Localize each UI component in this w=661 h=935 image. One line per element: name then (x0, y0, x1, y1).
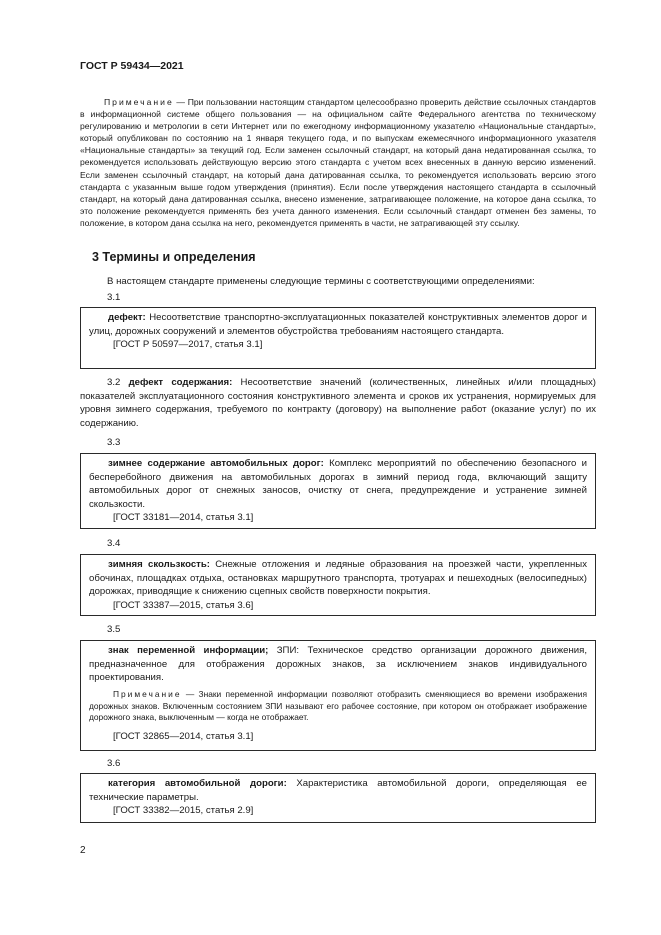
term-source: [ГОСТ 33382—2015, статья 2.9] (113, 805, 254, 817)
section-intro: В настоящем стандарте применены следующие термины с соответствующими определениями: (107, 276, 535, 287)
term-box-3-1 (80, 307, 596, 369)
term-definition: Комплекс мероприятий по обеспечению безопасного и бесперебойного движения на автомобильных дорогах в зимний период года, включающий защиту автомобильных дорог от снежных заносов, очистку от снега, предупреждение и устранение зимней скользкости. (89, 458, 587, 510)
term-definition: Снежные отложения и ледяные образования на проезжей части, укрепленных обочинах, площадках отдыха, остановках маршрутного транспорта, тротуарах и пешеходных (велосипедных) дорожках, приводящие к снижению сцепных свойств поверхности покрытия. (89, 559, 587, 598)
section-title: 3 Термины и определения (92, 250, 256, 264)
term-entry-3-2 (80, 376, 596, 430)
term-number-3-6: 3.6 (107, 758, 121, 769)
term-entry (89, 457, 587, 511)
term-definition: Несоответствие значений (количественных, линейных и/или площадных) показателей эксплуатационного состояния конструктивного элемента и сроков их устранения, нормируемых для уровня зимнего содержания, требуемого по контракту (договору) на выполнение работ (оказание услуг) по их содержанию. (80, 377, 596, 429)
term-definition: Характеристика автомобильной дороги, определяющая ее технические параметры. (89, 778, 587, 803)
term-source: [ГОСТ 33387—2015, статья 3.6] (113, 599, 254, 611)
term-source: [ГОСТ Р 50597—2017, статья 3.1] (113, 339, 263, 351)
reference-note (80, 96, 596, 229)
term-name: дефект: (108, 312, 146, 323)
term-name: знак переменной информации; (108, 645, 269, 656)
term-box-3-5 (80, 640, 596, 751)
page-number: 2 (80, 845, 86, 856)
document-header: ГОСТ Р 59434—2021 (80, 60, 184, 72)
term-entry (89, 558, 587, 599)
term-number-3-3: 3.3 (107, 437, 121, 448)
term-entry (89, 777, 587, 804)
term-name: дефект содержания: (128, 377, 233, 388)
note-label: Примечание (104, 97, 174, 107)
term-name: зимнее содержание автомобильных дорог: (108, 458, 324, 469)
term-box-3-6 (80, 773, 596, 823)
term-note-text: — Знаки переменной информации позволяют отобразить сменяющиеся во времени изображения дорожных знаков. Включенным состоянием ЗПИ называют его рабочее состояние, при котором он отображает изображение дорожного знака, выключенным — когда не отображает. (89, 688, 587, 723)
term-note (89, 689, 587, 724)
term-name: категория автомобильной дороги: (108, 778, 287, 789)
term-definition: Несоответствие транспортно-эксплуатационных показателей конструктивных элементов дорог и улиц, дорожных сооружений и элементов обустройства требованиям настоящего стандарта. (89, 312, 587, 337)
term-note-label: Примечание (113, 688, 182, 699)
term-number-3-4: 3.4 (107, 538, 121, 549)
term-number-3-1: 3.1 (107, 292, 121, 303)
term-source: [ГОСТ 33181—2014, статья 3.1] (113, 512, 254, 524)
term-number-3-5: 3.5 (107, 624, 121, 635)
term-box-3-3 (80, 453, 596, 529)
term-definition: ЗПИ: Техническое средство организации дорожного движения, предназначенное для отображения дорожных знаков, за исключением знаков индивидуального проектирования. (89, 645, 587, 684)
term-source: [ГОСТ 32865—2014, статья 3.1] (113, 731, 254, 743)
term-name: зимняя скользкость: (108, 559, 210, 570)
term-entry (89, 644, 587, 685)
term-number: 3.2 (107, 377, 121, 388)
note-text: — При пользовании настоящим стандартом целесообразно проверить действие ссылочных стандартов в информационной системе общего пользования — на официальном сайте Федерального агентства по техническому регулированию и метрологии в сети Интернет или по ежегодному информационному указателю «Национальные стандарты», который опубликован по состоянию на 1 января текущего года, и по выпускам ежемесячного информационного указателя «Национальные стандарты» за текущий год. Если заменен ссылочный стандарт, на который дана недатированная ссылка, то рекомендуется использовать действующую версию этого стандарта с учетом всех внесенных в данную версию изменений. Если заменен ссылочный стандарт, на который дана датированная ссылка, то рекомендуется использовать версию этого стандарта с указанным выше годом утверждения (принятия). Если после утверждения настоящего стандарта в ссылочный стандарт, на который дана датированная ссылка, внесено изменение, затрагивающее положение, на которое дана ссылка, то это положение рекомендуется применять без учета данного изменения. Если ссылочный стандарт отменен без замены, то положение, в котором дана ссылка на него, рекомендуется применять в части, не затрагивающей эту ссылку. (80, 97, 596, 228)
term-entry (89, 311, 587, 338)
term-box-3-4 (80, 554, 596, 616)
